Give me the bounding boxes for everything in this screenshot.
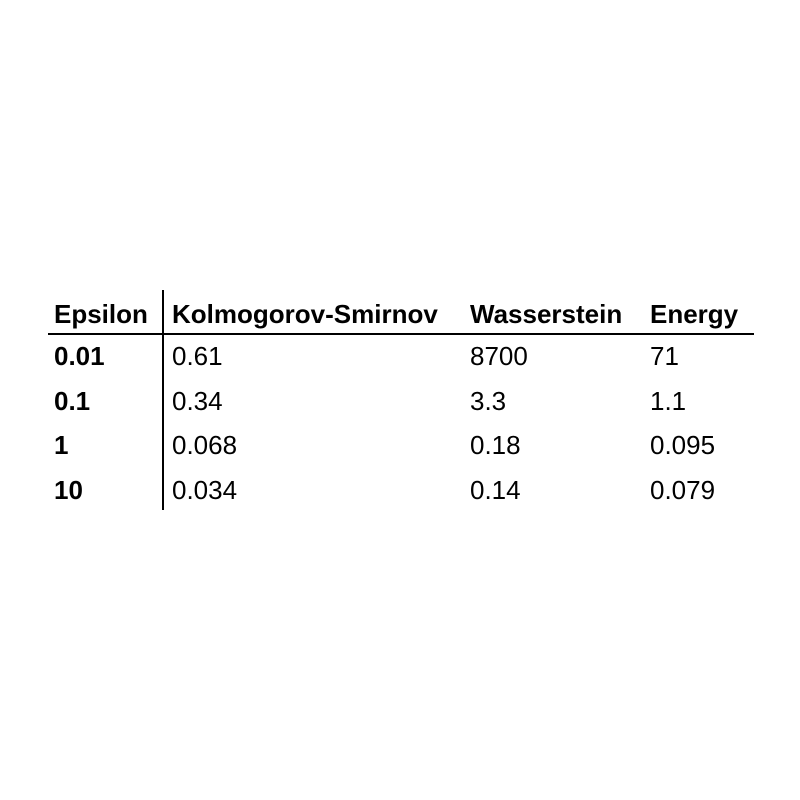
table-cell: 0.095 — [650, 430, 716, 460]
table-cell: 71 — [650, 341, 679, 371]
column-header: Wasserstein — [470, 299, 623, 329]
results-table — [48, 290, 758, 512]
table-cell: 0.079 — [650, 475, 716, 505]
column-header: Energy — [650, 299, 739, 329]
row-label: 1 — [54, 430, 69, 460]
table-cell: 8700 — [470, 341, 528, 371]
table-cell: 0.61 — [172, 341, 223, 371]
table-cell: 0.14 — [470, 475, 521, 505]
table-cell: 0.18 — [470, 430, 521, 460]
header-rule — [48, 333, 754, 335]
row-label: 0.1 — [54, 386, 91, 416]
column-header: Kolmogorov-Smirnov — [172, 299, 438, 329]
table-cell: 1.1 — [650, 386, 687, 416]
table-cell: 0.034 — [172, 475, 238, 505]
column-divider — [162, 290, 164, 510]
table-cell: 3.3 — [470, 386, 507, 416]
row-label: 10 — [54, 475, 83, 505]
table-cell: 0.068 — [172, 430, 238, 460]
row-label: 0.01 — [54, 341, 105, 371]
table-cell: 0.34 — [172, 386, 223, 416]
column-header: Epsilon — [54, 299, 148, 329]
